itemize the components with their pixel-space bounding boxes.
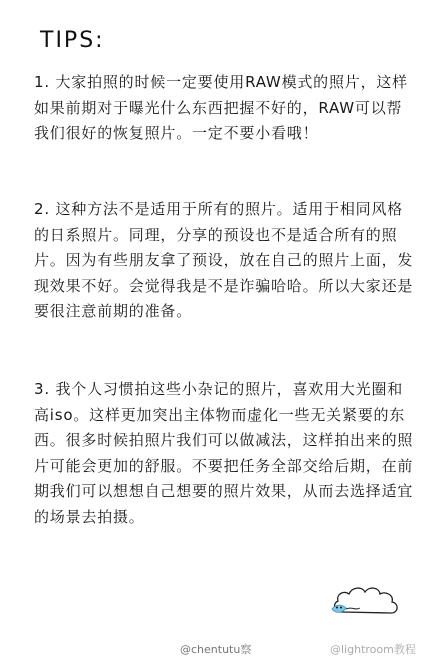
author-credit: @chentutu察: [180, 643, 252, 656]
watermark-text: @lightroom教程: [330, 643, 416, 656]
tip-paragraph-1: 1. 大家拍照的时候一定要使用RAW模式的照片，这样如果前期对于曝光什么东西把握不好的，RAW可以帮我们很好的恢复照片。一定不要小看哦！: [34, 73, 408, 142]
page-title: TIPS:: [40, 28, 105, 53]
tip-paragraph-2: 2. 这种方法不是适用于所有的照片。适用于相同风格的日系照片。同理，分享的预设也不是适合所有的照片。因为有些朋友拿了预设，放在自己的照片上面，发现效果不好。会觉得我是不是诈骗哈哈。所以大家还是要很注意前期的准备。: [34, 200, 414, 320]
tip-paragraph-3: 3. 我个人习惯拍这些小杂记的照片，喜欢用大光圈和高iso。这样更加突出主体物而虚化一些无关紧要的东西。很多时候拍照片我们可以做减法，这样拍出来的照片可能会更加的舒服。不要把任务全部交给后期，在前期我们可以想想自己想要的照片效果，从而去选择适宜的场景去拍摄。: [34, 380, 414, 526]
cloud-doodle-icon: [328, 582, 404, 622]
